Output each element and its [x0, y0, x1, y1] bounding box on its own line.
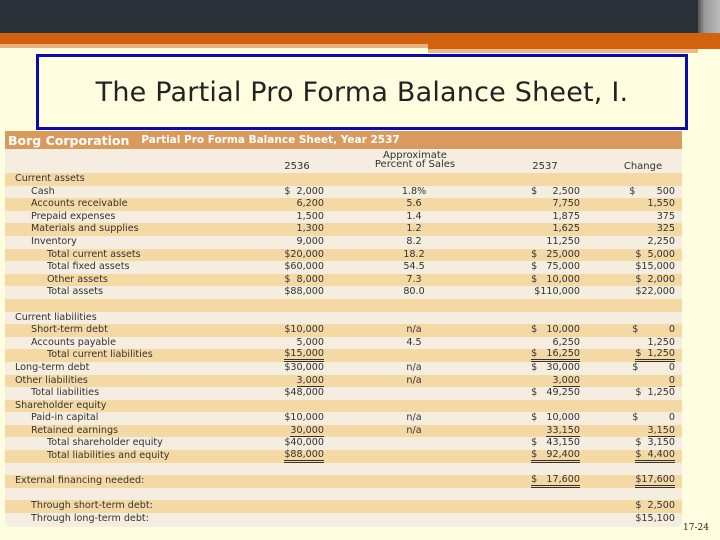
row-label: Retained earnings — [31, 424, 119, 436]
value-change: $ 2,000 — [635, 273, 675, 285]
accent-stripe-light — [0, 44, 428, 48]
row-label: Total assets — [47, 286, 103, 298]
row-label: Total current assets — [47, 248, 141, 260]
row-label: Shareholder equity — [15, 399, 107, 411]
value-2536: $60,000 — [284, 261, 324, 273]
value-change: 1,250 — [647, 336, 675, 348]
value-2537: $ 10,000 — [531, 412, 580, 424]
table-row — [5, 299, 682, 312]
table-row — [5, 500, 682, 513]
percent-of-sales: 1.4 — [406, 210, 422, 222]
table-row — [5, 312, 682, 325]
row-label: Total fixed assets — [47, 261, 130, 273]
value-2537: $ 10,000 — [531, 273, 580, 285]
percent-of-sales: 7.3 — [406, 273, 422, 285]
value-2536: $ 8,000 — [284, 273, 324, 285]
value-2536: $20,000 — [284, 248, 324, 260]
row-label: Through long-term debt: — [31, 513, 149, 525]
value-2537: $ 30,000 — [531, 361, 580, 373]
table-row — [5, 249, 682, 262]
row-label: Paid-in capital — [31, 412, 99, 424]
value-2537: $ 92,400 — [531, 450, 580, 463]
value-2537: $110,000 — [534, 286, 580, 298]
table-body — [5, 173, 682, 526]
value-2537: $ 49,250 — [531, 387, 580, 399]
value-change: $17,600 — [635, 475, 675, 488]
value-2537: 7,750 — [552, 198, 580, 210]
row-label: Prepaid expenses — [31, 210, 116, 222]
value-change: $ 3,150 — [635, 437, 675, 449]
table-subtitle: Partial Pro Forma Balance Sheet, Year 2537 — [141, 134, 400, 146]
percent-of-sales: n/a — [406, 424, 422, 436]
table-row — [5, 488, 682, 501]
row-label: Current liabilities — [15, 311, 97, 323]
table-row — [5, 400, 682, 413]
row-label: Total current liabilities — [47, 349, 153, 361]
value-2537: 33,150 — [546, 424, 580, 436]
value-change: 3,150 — [647, 424, 675, 436]
value-2537: 3,000 — [552, 374, 580, 386]
row-label: Total liabilities and equity — [47, 450, 170, 462]
table-row — [5, 375, 682, 388]
accent-stripe-right-light — [428, 49, 698, 53]
value-change: 0 — [668, 374, 675, 386]
value-2537: $ 16,250 — [531, 349, 580, 362]
value-change: $ 1,250 — [635, 387, 675, 399]
table-row — [5, 274, 682, 287]
value-change: 2,250 — [647, 235, 675, 247]
value-2536: $10,000 — [284, 324, 324, 336]
percent-of-sales: 1.2 — [406, 223, 422, 235]
row-label: External financing needed: — [15, 475, 145, 487]
value-2537: 11,250 — [546, 235, 580, 247]
company-name: Borg Corporation — [8, 132, 130, 148]
value-2536: 9,000 — [296, 235, 324, 247]
table-row — [5, 349, 682, 362]
value-change: $ 0 — [632, 324, 675, 336]
percent-of-sales: 18.2 — [403, 248, 425, 260]
table-row — [5, 450, 682, 463]
table-row — [5, 463, 682, 476]
percent-of-sales: 8.2 — [406, 235, 422, 247]
row-label: Cash — [31, 185, 55, 197]
table-row — [5, 211, 682, 224]
value-change: 375 — [656, 210, 675, 222]
value-2536: $30,000 — [284, 361, 324, 373]
percent-of-sales: 4.5 — [406, 336, 422, 348]
percent-of-sales: n/a — [406, 412, 422, 424]
table-row — [5, 475, 682, 488]
value-change: $ 1,250 — [635, 349, 675, 362]
row-label: Accounts receivable — [31, 198, 128, 210]
slide-title-box — [36, 54, 688, 130]
row-label: Short-term debt — [31, 324, 108, 336]
table-row — [5, 186, 682, 199]
row-label: Total shareholder equity — [47, 437, 163, 449]
value-change: $ 500 — [629, 185, 675, 197]
value-change: $15,100 — [635, 513, 675, 525]
table-row — [5, 173, 682, 186]
row-label: Other liabilities — [15, 374, 88, 386]
table-header-bar — [5, 131, 682, 149]
value-2536: $15,000 — [284, 349, 324, 362]
table-row — [5, 261, 682, 274]
value-2536: $ 2,000 — [284, 185, 324, 197]
table-row — [5, 412, 682, 425]
value-2537: 6,250 — [552, 336, 580, 348]
col-header-2537: 2537 — [532, 161, 558, 172]
column-headers — [5, 149, 682, 173]
value-change: $ 0 — [632, 361, 675, 373]
value-change: $15,000 — [635, 261, 675, 273]
table-row — [5, 324, 682, 337]
value-2537: 1,625 — [552, 223, 580, 235]
percent-of-sales: 5.6 — [406, 198, 422, 210]
value-2536: $88,000 — [284, 450, 324, 463]
table-row — [5, 425, 682, 438]
value-2536: 6,200 — [296, 198, 324, 210]
slide-title: The Partial Pro Forma Balance Sheet, I. — [95, 76, 629, 108]
value-2537: $ 75,000 — [531, 261, 580, 273]
top-banner — [0, 0, 720, 33]
value-2537: $ 17,600 — [531, 475, 580, 488]
row-label: Inventory — [31, 235, 77, 247]
table-row — [5, 387, 682, 400]
percent-of-sales: n/a — [406, 361, 422, 373]
row-label: Other assets — [47, 273, 108, 285]
value-2537: $ 43,150 — [531, 437, 580, 449]
value-change: 1,550 — [647, 198, 675, 210]
row-label: Materials and supplies — [31, 223, 139, 235]
row-label: Accounts payable — [31, 336, 116, 348]
value-2536: 1,300 — [296, 223, 324, 235]
value-2536: $10,000 — [284, 412, 324, 424]
percent-of-sales: n/a — [406, 324, 422, 336]
value-change: 325 — [656, 223, 675, 235]
value-2537: $ 2,500 — [531, 185, 580, 197]
accent-stripe — [0, 33, 720, 44]
value-change: $ 2,500 — [635, 500, 675, 512]
table-row — [5, 362, 682, 375]
percent-of-sales: 1.8% — [401, 185, 427, 197]
table-row — [5, 198, 682, 211]
value-2537: 1,875 — [552, 210, 580, 222]
row-label: Through short-term debt: — [31, 500, 153, 512]
value-2537: $ 25,000 — [531, 248, 580, 260]
value-2536: 1,500 — [296, 210, 324, 222]
balance-sheet-table — [5, 131, 682, 527]
value-change: $ 4,400 — [635, 450, 675, 463]
col-header-change: Change — [623, 161, 663, 172]
table-row — [5, 437, 682, 450]
row-label: Total liabilities — [31, 387, 100, 399]
value-2536: $40,000 — [284, 437, 324, 449]
table-row — [5, 236, 682, 249]
row-label: Current assets — [15, 173, 85, 184]
value-change: $22,000 — [635, 286, 675, 298]
col-header-pct-line2: Percent of Sales — [374, 159, 456, 170]
value-2536: $88,000 — [284, 286, 324, 298]
table-row — [5, 286, 682, 299]
table-row — [5, 337, 682, 350]
percent-of-sales: 80.0 — [403, 286, 425, 298]
page-number: 17-24 — [683, 523, 709, 533]
value-2536: 3,000 — [296, 374, 324, 386]
value-change: $ 5,000 — [635, 248, 675, 260]
col-header-pct-line1: Approximate — [383, 150, 447, 161]
percent-of-sales: 54.5 — [403, 261, 425, 273]
table-row — [5, 223, 682, 236]
value-2536: 5,000 — [296, 336, 324, 348]
value-change: $ 0 — [632, 412, 675, 424]
value-2536: 30,000 — [290, 424, 324, 436]
value-2536: $48,000 — [284, 387, 324, 399]
table-row — [5, 513, 682, 526]
col-header-2536: 2536 — [284, 161, 310, 172]
value-2537: $ 10,000 — [531, 324, 580, 336]
percent-of-sales: n/a — [406, 374, 422, 386]
row-label: Long-term debt — [15, 361, 90, 373]
